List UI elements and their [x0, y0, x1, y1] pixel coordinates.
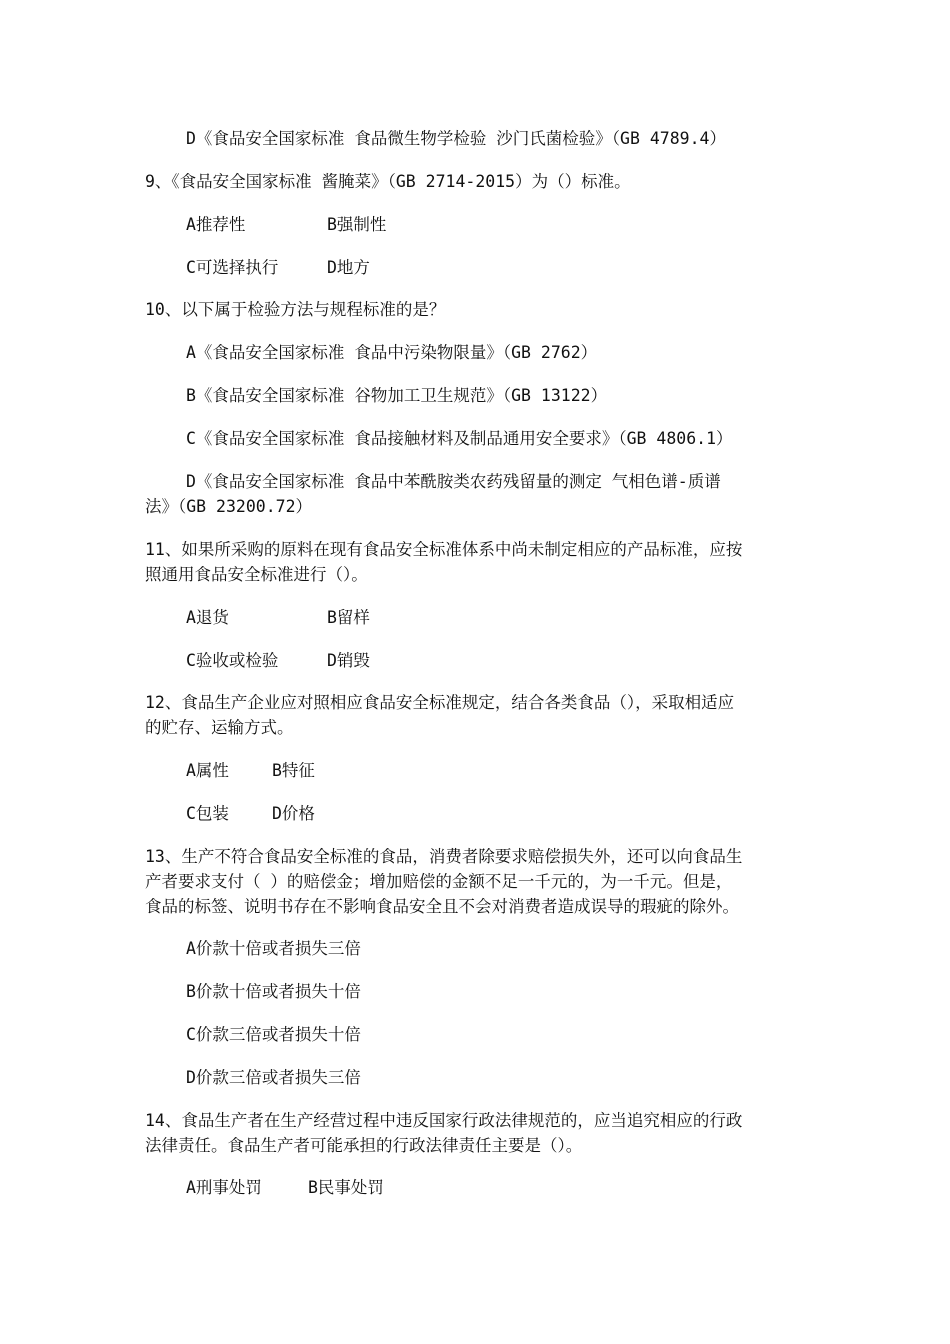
- q11-option-a: A退货: [186, 608, 229, 627]
- q12-option-c: C包装: [186, 804, 229, 823]
- question-9: 9、《食品安全国家标准 酱腌菜》（GB 2714-2015）为（）标准。: [145, 172, 631, 191]
- q11-option-c: C验收或检验: [186, 651, 279, 670]
- q9-option-a: A推荐性: [186, 215, 246, 234]
- q10-option-c: C《食品安全国家标准 食品接触材料及制品通用安全要求》（GB 4806.1）: [186, 429, 733, 448]
- q11-option-b: B留样: [327, 608, 370, 627]
- q9-option-c: C可选择执行: [186, 258, 279, 277]
- question-11-line2: 照通用食品安全标准进行（）。: [145, 565, 368, 584]
- q10-option-a: A《食品安全国家标准 食品中污染物限量》（GB 2762）: [186, 343, 598, 362]
- q10-option-b: B《食品安全国家标准 谷物加工卫生规范》（GB 13122）: [186, 386, 608, 405]
- q10-option-d-line2: 法》（GB 23200.72）: [145, 497, 313, 516]
- question-14-line2: 法律责任。食品生产者可能承担的行政法律责任主要是（）。: [145, 1136, 583, 1155]
- question-12-line2: 的贮存、运输方式。: [145, 718, 294, 737]
- q9-option-d: D地方: [327, 258, 370, 277]
- q13-option-d: D价款三倍或者损失三倍: [186, 1068, 361, 1087]
- question-10: 10、以下属于检验方法与规程标准的是？: [145, 300, 446, 319]
- q12-option-b: B特征: [272, 761, 315, 780]
- q12-option-d: D价格: [272, 804, 315, 823]
- question-13-line2: 产者要求支付（ ）的赔偿金；增加赔偿的金额不足一千元的，为一千元。但是，: [145, 872, 733, 891]
- q11-option-d: D销毁: [327, 651, 370, 670]
- q9-option-b: B强制性: [327, 215, 387, 234]
- q10-option-d-line1: D《食品安全国家标准 食品中苯酰胺类农药残留量的测定 气相色谱-质谱: [186, 472, 721, 491]
- q14-option-b: B民事处罚: [308, 1178, 384, 1197]
- question-11-line1: 11、如果所采购的原料在现有食品安全标准体系中尚未制定相应的产品标准，应按: [145, 540, 743, 559]
- question-13-line1: 13、生产不符合食品安全标准的食品，消费者除要求赔偿损失外，还可以向食品生: [145, 847, 743, 866]
- q12-option-a: A属性: [186, 761, 229, 780]
- q13-option-b: B价款十倍或者损失十倍: [186, 982, 361, 1001]
- q8-option-d: D《食品安全国家标准 食品微生物学检验 沙门氏菌检验》（GB 4789.4）: [186, 129, 726, 148]
- question-13-line3: 食品的标签、说明书存在不影响食品安全且不会对消费者造成误导的瑕疵的除外。: [145, 897, 739, 916]
- q13-option-a: A价款十倍或者损失三倍: [186, 939, 361, 958]
- question-14-line1: 14、食品生产者在生产经营过程中违反国家行政法律规范的，应当追究相应的行政: [145, 1111, 743, 1130]
- q14-option-a: A刑事处罚: [186, 1178, 262, 1197]
- q13-option-c: C价款三倍或者损失十倍: [186, 1025, 361, 1044]
- question-12-line1: 12、食品生产企业应对照相应食品安全标准规定，结合各类食品（），采取相适应: [145, 693, 735, 712]
